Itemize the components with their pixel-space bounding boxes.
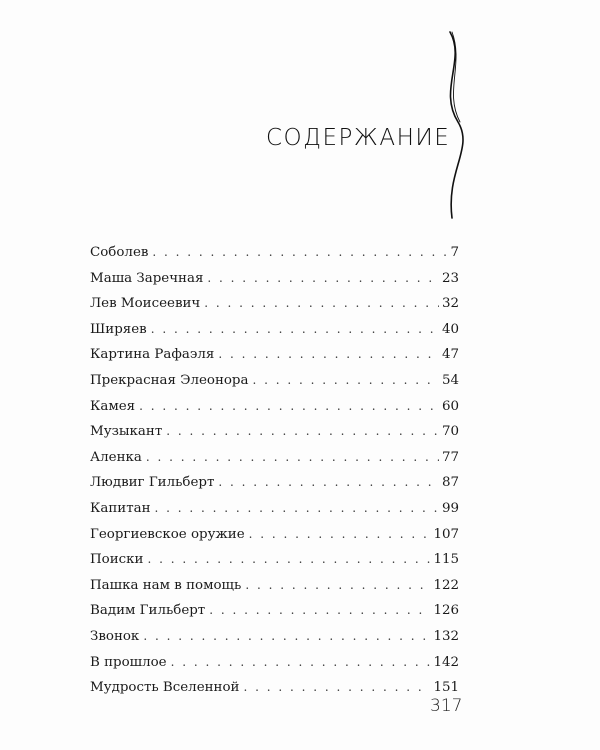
toc-entry[interactable] xyxy=(90,650,459,676)
toc-entry[interactable] xyxy=(90,522,459,548)
toc-entry[interactable] xyxy=(90,547,459,573)
toc-entry-page: 7 xyxy=(450,245,459,260)
toc-entry[interactable] xyxy=(90,470,459,496)
toc-entry-page: 122 xyxy=(433,577,459,593)
toc-entry-page: 23 xyxy=(441,270,459,286)
toc-leader-dots xyxy=(166,419,439,445)
toc-entry-page: 115 xyxy=(433,552,459,568)
toc-entry[interactable] xyxy=(90,598,459,624)
toc-entry-title: Лев Моисеевич xyxy=(90,296,201,312)
toc-entry-page: 70 xyxy=(441,424,459,440)
page-title-text: СОДЕРЖАНИЕ xyxy=(266,125,451,151)
toc-entry-title: Маша Заречная xyxy=(90,270,204,286)
toc-leader-dots xyxy=(218,342,439,368)
toc-entry-page: 99 xyxy=(441,500,459,516)
toc-entry[interactable] xyxy=(90,573,459,599)
toc-entry-title: Картина Рафаэля xyxy=(90,347,215,363)
toc-leader-dots xyxy=(155,496,439,522)
toc-leader-dots xyxy=(204,291,439,317)
toc-leader-dots xyxy=(152,240,447,266)
toc-leader-dots xyxy=(139,394,439,420)
toc-entry-title: Вадим Гильберт xyxy=(90,603,206,619)
toc-entry[interactable] xyxy=(90,445,459,471)
toc-entry-title: Прекрасная Элеонора xyxy=(90,372,249,388)
toc-leader-dots xyxy=(243,675,430,701)
toc-leader-dots xyxy=(245,573,430,599)
toc-entry-page: 151 xyxy=(433,680,459,696)
toc-entry-title: Ширяев xyxy=(90,321,147,337)
toc-entry-title: Звонок xyxy=(90,628,140,644)
page-title xyxy=(266,125,450,151)
toc-entry-title: Камея xyxy=(90,398,136,414)
toc-entry-page: 142 xyxy=(433,654,459,670)
toc-entry-title: Людвиг Гильберт xyxy=(90,475,215,491)
toc-entry[interactable] xyxy=(90,419,459,445)
toc-entry[interactable] xyxy=(90,368,459,394)
toc-entry-page: 54 xyxy=(441,372,459,388)
toc-leader-dots xyxy=(207,266,439,292)
toc-entry[interactable] xyxy=(90,240,459,266)
toc-entry[interactable] xyxy=(90,317,459,343)
toc-leader-dots xyxy=(146,445,439,471)
toc-leader-dots xyxy=(218,470,439,496)
toc-leader-dots xyxy=(147,547,430,573)
toc-entry[interactable] xyxy=(90,394,459,420)
toc-entry[interactable] xyxy=(90,291,459,317)
toc-entry-title: В прошлое xyxy=(90,654,167,670)
toc-entry-page: 47 xyxy=(441,347,459,363)
toc-entry-page: 87 xyxy=(441,475,459,491)
toc-leader-dots xyxy=(249,522,431,548)
toc-leader-dots xyxy=(171,650,431,676)
table-of-contents xyxy=(90,240,459,701)
toc-entry-title: Музыкант xyxy=(90,424,163,440)
toc-entry-title: Соболев xyxy=(90,245,149,260)
toc-entry-page: 77 xyxy=(441,449,459,465)
toc-entry-page: 60 xyxy=(441,398,459,414)
toc-entry-title: Георгиевское оружие xyxy=(90,526,245,542)
toc-entry-title: Мудрость Вселенной xyxy=(90,680,240,696)
toc-entry-page: 40 xyxy=(441,321,459,337)
toc-entry-title: Пашка нам в помощь xyxy=(90,577,242,593)
toc-entry[interactable] xyxy=(90,624,459,650)
toc-entry[interactable] xyxy=(90,342,459,368)
toc-leader-dots xyxy=(151,317,439,343)
wave-ornament-icon xyxy=(436,30,476,220)
toc-entry-title: Аленка xyxy=(90,449,142,465)
toc-entry-page: 32 xyxy=(441,296,459,312)
page-number: 317 xyxy=(430,696,463,716)
toc-entry[interactable] xyxy=(90,266,459,292)
toc-entry[interactable] xyxy=(90,675,459,701)
toc-leader-dots xyxy=(209,598,430,624)
toc-entry-title: Капитан xyxy=(90,500,151,516)
toc-entry-page: 126 xyxy=(433,603,459,619)
toc-entry[interactable] xyxy=(90,496,459,522)
toc-entry-page: 107 xyxy=(433,526,459,542)
toc-leader-dots xyxy=(253,368,439,394)
toc-entry-title: Поиски xyxy=(90,552,144,568)
toc-entry-page: 132 xyxy=(433,628,459,644)
toc-leader-dots xyxy=(143,624,430,650)
